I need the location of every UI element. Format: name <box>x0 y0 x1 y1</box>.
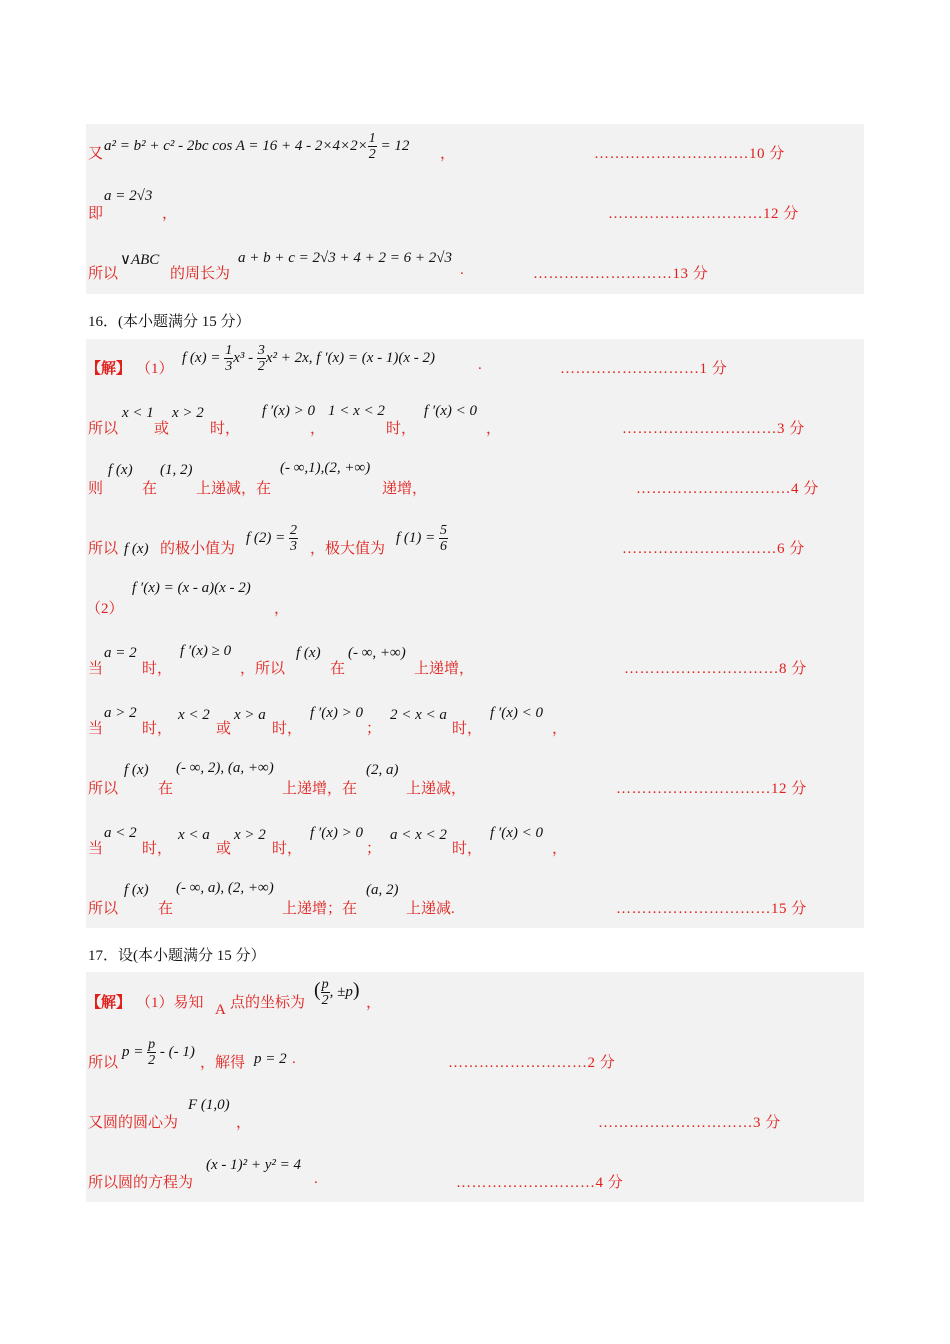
q17-line4-m: (x - 1)² + y² = 4 <box>206 1157 302 1173</box>
q16-line2-when: 时， <box>210 421 241 437</box>
q16-line7-when: 当 <box>88 721 104 737</box>
q15-line3-score: ………………………13 分 <box>533 266 709 282</box>
q16-line4-min: 的极小值为 <box>160 541 236 557</box>
q16-line4-m2: f (2) = $\frac{2}{3}$ <box>246 523 298 554</box>
q16-line8-at: 在 <box>158 781 174 797</box>
q16-line9-m3: x > 2 <box>234 827 266 843</box>
q16-line2-when2: 时， <box>386 421 417 437</box>
q15-line1-score: …………………………10 分 <box>594 146 785 162</box>
q17-line4-prefix: 所以圆的方程为 <box>88 1175 194 1191</box>
q16-line9-when: 当 <box>88 841 104 857</box>
q16-line10-score: …………………………15 分 <box>616 901 807 917</box>
q16-line4-frac1: $\frac{2}{3}$ <box>290 523 298 554</box>
q16-line6-t: 时， <box>142 661 173 677</box>
q16-line9-t: 时， <box>142 841 173 857</box>
q16-line10-m1: f (x) <box>124 882 149 898</box>
q17-line1-coord: 点的坐标为 <box>230 995 306 1011</box>
q16-line6-when: 当 <box>88 661 104 677</box>
q15-line3-math: a + b + c = 2√3 + 4 + 2 = 6 + 2√3 <box>238 250 452 266</box>
q16-line3-m3: (- ∞,1),(2, +∞) <box>280 460 371 476</box>
q16-line9-m4: f ′(x) > 0 <box>310 825 363 841</box>
q16-line3-inc: 递增， <box>382 481 428 497</box>
q15-line3-mid: 的周长为 <box>170 266 231 282</box>
q16-line1-math: f (x) = $\frac{1}{3}$ x³ - $\frac{3}{2}$ x² + 2x, f ′(x) = (x - 1)(x - 2) <box>182 343 436 374</box>
q17-line2-m2: p = 2 <box>254 1051 287 1067</box>
q16-line7-semi: ； <box>366 721 382 737</box>
q17-line3-score: …………………………3 分 <box>598 1115 781 1131</box>
q15-line3-triangle: ∨ABC <box>120 252 160 268</box>
q16-line8-m3: (2, a) <box>366 762 399 778</box>
q16-line7-m5: 2 < x < a <box>390 707 447 723</box>
q16-line6-inc: 上递增， <box>414 661 475 677</box>
q17-line3-comma: ， <box>236 1115 252 1131</box>
q16-line2-prefix: 所以 <box>88 421 119 437</box>
q17-line2-dot: . <box>292 1051 296 1067</box>
q16-line10-inc: 上递增；在 <box>282 901 358 917</box>
q16-line3-m1: f (x) <box>108 462 133 478</box>
q16-line10-at: 在 <box>158 901 174 917</box>
q16-line9-m6: f ′(x) < 0 <box>490 825 543 841</box>
q15-line2-score: …………………………12 分 <box>608 206 799 222</box>
q16-line7-m2: x < 2 <box>178 707 210 723</box>
q17-line2-solve: ，解得 <box>200 1055 246 1071</box>
q16-line9-t3: 时， <box>452 841 483 857</box>
q15-line1-result: = 12 <box>376 137 410 154</box>
q17-line1-tag: 【解】 <box>86 995 132 1011</box>
q16-line2-comma: ， <box>310 421 326 437</box>
q16-line1-score: ………………………1 分 <box>560 361 728 377</box>
q17-line1-frac: $\frac{p}{2}$ <box>321 977 329 1008</box>
q16-line8-m2: (- ∞, 2), (a, +∞) <box>176 760 274 776</box>
q16-line7-t2: 时， <box>272 721 303 737</box>
q15-line3-prefix: 所以 <box>88 266 119 282</box>
q16-line3-m2: (1, 2) <box>160 462 193 478</box>
q15-line1-expr: a² = b² + c² - 2bc cos A = 16 + 4 - 2×4×2× <box>104 137 368 154</box>
q16-line5-part: （2） <box>86 601 124 617</box>
q15-line3-dot: . <box>460 262 464 278</box>
q17-line2-m1: p = $\frac{p}{2}$ - (- 1) <box>122 1037 195 1068</box>
q16-line2-comma2: ， <box>486 421 502 437</box>
q16-line7-m6: f ′(x) < 0 <box>490 705 543 721</box>
q17-line4-score: ………………………4 分 <box>456 1175 624 1191</box>
q16-line3-prefix: 则 <box>88 481 104 497</box>
q16-line7-or: 或 <box>216 721 232 737</box>
q15-line1-prefix: 又 <box>88 146 104 162</box>
q16-line9-t2: 时， <box>272 841 303 857</box>
q16-line9-m5: a < x < 2 <box>390 827 447 843</box>
q16-line7-t: 时， <box>142 721 173 737</box>
q16-line10-m3: (a, 2) <box>366 882 399 898</box>
q15-line1-math <box>104 131 409 162</box>
q16-line10-dec: 上递减. <box>406 901 455 917</box>
q15-line2-prefix: 即 <box>88 206 104 222</box>
q16-line7-m4: f ′(x) > 0 <box>310 705 363 721</box>
q17-line1-comma: ， <box>366 995 382 1011</box>
q16-line2-m4: 1 < x < 2 <box>328 403 385 419</box>
q16-line10-prefix: 所以 <box>88 901 119 917</box>
q15-line1-fraction: $\frac{1}{2}$ <box>368 131 376 162</box>
q16-line4-m3: f (1) = $\frac{5}{6}$ <box>396 523 448 554</box>
q17-line2-prefix: 所以 <box>88 1055 119 1071</box>
q16-line8-inc: 上递增，在 <box>282 781 358 797</box>
q16-line3-at: 在 <box>142 481 158 497</box>
q17-line3-prefix: 又圆的圆心为 <box>88 1115 179 1131</box>
q15-line2-comma: ， <box>162 206 178 222</box>
q16-line6-m1: a = 2 <box>104 645 137 661</box>
q16-line4-frac2: $\frac{5}{6}$ <box>440 523 448 554</box>
q16-line2-or: 或 <box>154 421 170 437</box>
q16-line3-dec: 上递减，在 <box>196 481 272 497</box>
q16-line6-m2: f ′(x) ≥ 0 <box>180 643 232 659</box>
q16-line9-or: 或 <box>216 841 232 857</box>
q17-line1-math: ( $\frac{p}{2}$ , ±p) <box>314 977 360 1008</box>
q15-line2-math: a = 2√3 <box>104 188 153 204</box>
q16-line4-score: …………………………6 分 <box>622 541 805 557</box>
q17-line1-A: A <box>215 1002 226 1018</box>
q16-line2-m3: f ′(x) > 0 <box>262 403 315 419</box>
q16-line3-score: …………………………4 分 <box>636 481 819 497</box>
q16-line7-m3: x > a <box>234 707 266 723</box>
q17-line4-dot: . <box>314 1171 318 1187</box>
q16-line9-semi: ； <box>366 841 382 857</box>
q16-line7-comma: ， <box>552 721 568 737</box>
q16-header: 16．(本小题满分 15 分） <box>88 314 251 330</box>
q16-line6-at: 在 <box>330 661 346 677</box>
q16-line6-score: …………………………8 分 <box>624 661 807 677</box>
q16-line4-m1: f (x) <box>124 541 149 557</box>
q16-line5-comma: ， <box>274 601 290 617</box>
q16-line1-frac2: $\frac{3}{2}$ <box>257 343 265 374</box>
q16-line8-dec: 上递减， <box>406 781 467 797</box>
q16-line4-prefix: 所以 <box>88 541 119 557</box>
q16-line5-math: f ′(x) = (x - a)(x - 2) <box>132 580 251 596</box>
q17-header: 17．设(本小题满分 15 分） <box>88 948 266 964</box>
q16-line2-score: …………………………3 分 <box>622 421 805 437</box>
q16-line7-t3: 时， <box>452 721 483 737</box>
q16-line8-score: …………………………12 分 <box>616 781 807 797</box>
q16-line1-tag: 【解】 <box>86 361 132 377</box>
q16-line6-m4: (- ∞, +∞) <box>348 645 406 661</box>
q16-line6-m3: f (x) <box>296 645 321 661</box>
q16-line10-m2: (- ∞, a), (2, +∞) <box>176 880 274 896</box>
q17-line1-text: （1）易知 <box>136 995 204 1011</box>
q16-line9-comma: ， <box>552 841 568 857</box>
q16-line6-so: ，所以 <box>240 661 286 677</box>
q16-line1-frac1: $\frac{1}{3}$ <box>225 343 233 374</box>
q16-line2-m2: x > 2 <box>172 405 204 421</box>
q16-line2-m5: f ′(x) < 0 <box>424 403 477 419</box>
q16-line8-m1: f (x) <box>124 762 149 778</box>
q16-line9-m1: a < 2 <box>104 825 137 841</box>
q16-line2-m1: x < 1 <box>122 405 154 421</box>
q16-line9-m2: x < a <box>178 827 210 843</box>
q17-line2-score: ………………………2 分 <box>448 1055 616 1071</box>
q17-line3-m: F (1,0) <box>188 1097 230 1113</box>
q16-line8-prefix: 所以 <box>88 781 119 797</box>
q16-line1-part: （1） <box>136 361 174 377</box>
q16-line1-dot: . <box>478 357 482 373</box>
q15-line1-comma: ， <box>440 146 456 162</box>
q17-line2-frac: $\frac{p}{2}$ <box>148 1037 156 1068</box>
q16-line7-m1: a > 2 <box>104 705 137 721</box>
q16-line4-max: ，极大值为 <box>310 541 386 557</box>
